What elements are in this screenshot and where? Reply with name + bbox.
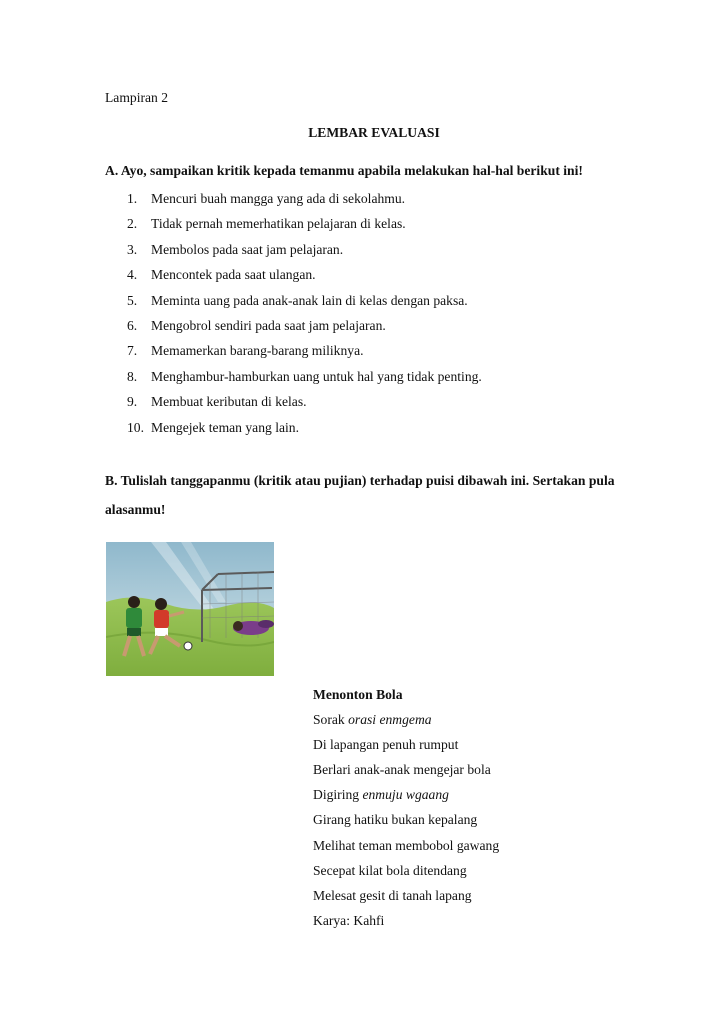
list-item: 4. Mencontek pada saat ulangan. xyxy=(127,267,316,283)
section-b-heading: B. Tulislah tanggapanmu (kritik atau pujian) terhadap puisi dibawah ini. Sertakan pula alasanmu! xyxy=(105,473,615,517)
poem xyxy=(313,685,499,936)
poem-title: Menonton Bola xyxy=(313,687,403,702)
poem-line: Girang hatiku bukan kepalang xyxy=(313,812,478,828)
page-title: LEMBAR EVALUASI xyxy=(308,125,440,140)
poem-line: Melihat teman membobol gawang xyxy=(313,837,500,853)
criticism-list xyxy=(127,189,482,443)
section-a-heading: A. Ayo, sampaikan kritik kepada temanmu apabila melakukan hal-hal berikut ini! xyxy=(105,163,583,178)
poem-line: Sorak orasi enmgema xyxy=(313,712,432,728)
poem-line: Berlari anak-anak mengejar bola xyxy=(313,762,491,778)
appendix-label: Lampiran 2 xyxy=(105,90,169,105)
football-illustration xyxy=(106,542,274,676)
poem-line: Melesat gesit di tanah lapang xyxy=(313,887,472,903)
list-item: 8. Menghambur-hamburkan uang untuk hal yang tidak penting. xyxy=(127,368,482,384)
list-item: 10. Mengejek teman yang lain. xyxy=(127,419,299,435)
list-item: 1. Mencuri buah mangga yang ada di sekolahmu. xyxy=(127,191,406,206)
list-item: 6. Mengobrol sendiri pada saat jam pelajaran. xyxy=(127,317,386,333)
list-item: 7. Memamerkan barang-barang miliknya. xyxy=(127,343,364,359)
poem-line: Digiring enmuju wgaang xyxy=(313,787,449,803)
poem-line: Secepat kilat bola ditendang xyxy=(313,862,467,878)
poem-author: Karya: Kahfi xyxy=(313,912,385,928)
list-item: 5. Meminta uang pada anak-anak lain di kelas dengan paksa. xyxy=(127,292,468,308)
list-item: 3. Membolos pada saat jam pelajaran. xyxy=(127,241,344,257)
list-item: 9. Membuat keributan di kelas. xyxy=(127,394,307,410)
poem-line: Di lapangan penuh rumput xyxy=(313,737,459,753)
list-item: 2. Tidak pernah memerhatikan pelajaran di kelas. xyxy=(127,216,406,232)
